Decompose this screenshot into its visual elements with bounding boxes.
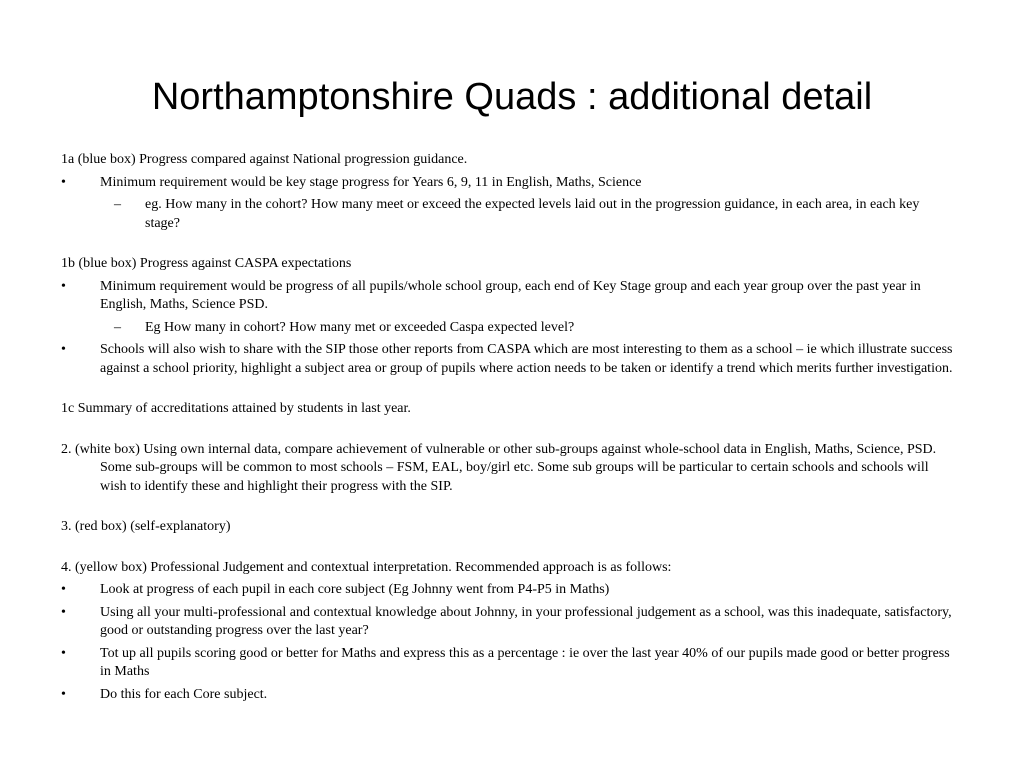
- dash-marker: –: [114, 319, 121, 335]
- sub-item-1a-1: [61, 196, 956, 233]
- bullet-item-4-4: [61, 686, 956, 705]
- sub-item-text: eg. How many in the cohort? How many meet or exceed the expected levels laid out in the progression guidance, in each area, in each key stage?: [145, 197, 920, 231]
- spacer: [61, 500, 956, 518]
- bullet-item-4-2: [61, 604, 956, 641]
- dash-marker: –: [114, 197, 121, 212]
- spacer: [61, 237, 956, 255]
- bullet-marker: •: [61, 686, 66, 702]
- slide-title: Northamptonshire Quads : additional detail: [151, 76, 873, 118]
- bullet-text: Minimum requirement would be key stage progress for Years 6, 9, 11 in English, Maths, Science: [100, 174, 642, 190]
- bullet-text: Schools will also wish to share with the SIP those other reports from CASPA which are most interesting to them as a school – ie which illustrate success against a school priority, highlight a subject area or group of pupils where action needs to be taken or identify a trend which merits further investigation.: [100, 342, 953, 376]
- bullet-item-1b-2: [61, 341, 956, 378]
- paragraph-2: 2. (white box) Using own internal data, compare achievement of vulnerable or other sub-groups against whole-school data in English, Maths, Science, PSD. Some sub-groups will be common to most schools – FSM, EAL, boy/girl etc. Some sub groups will be particular to certain schools and schools will wish to identify these and highlight their progress with the SIP.: [61, 441, 937, 494]
- bullet-text: Tot up all pupils scoring good or better for Maths and express this as a percentage : ie over the last year 40% of our pupils made good or better progress in Maths: [100, 645, 950, 679]
- bullet-marker: •: [61, 582, 66, 597]
- bullet-text: Look at progress of each pupil in each core subject (Eg Johnny went from P4-P5 in Maths): [100, 582, 610, 597]
- bullet-item-4-3: [61, 645, 956, 682]
- bullet-text: Using all your multi-professional and contextual knowledge about Johnny, in your professional judgement as a school, was this inadequate, satisfactory, good or outstanding progress over the last year?: [100, 604, 952, 638]
- sub-item-1b-1: [61, 319, 956, 338]
- spacer: [61, 541, 956, 559]
- bullet-item-4-1: [61, 581, 956, 600]
- bullet-text: Minimum requirement would be progress of all pupils/whole school group, each end of Key Stage group and each year group over the past year in English, Maths, Science PSD.: [100, 278, 921, 312]
- paragraph-1c: 1c Summary of accreditations attained by students in last year.: [61, 401, 411, 416]
- sub-item-text: Eg How many in cohort? How many met or exceeded Caspa expected level?: [145, 319, 575, 335]
- paragraph-1a: 1a (blue box) Progress compared against National progression guidance.: [61, 152, 468, 167]
- bullet-marker: •: [61, 174, 66, 190]
- bullet-marker: •: [61, 604, 66, 620]
- bullet-item-1b-1: [61, 278, 956, 315]
- bullet-marker: •: [61, 645, 66, 661]
- bullet-marker: •: [61, 278, 66, 294]
- paragraph-3: 3. (red box) (self-explanatory): [61, 519, 231, 534]
- spacer: [61, 382, 956, 400]
- bullet-marker: •: [61, 342, 66, 357]
- bullet-item-1a-1: [61, 174, 956, 193]
- paragraph-1b: 1b (blue box) Progress against CASPA expectations: [61, 256, 352, 271]
- bullet-text: Do this for each Core subject.: [100, 686, 268, 702]
- slide-body: [61, 151, 956, 708]
- paragraph-4: 4. (yellow box) Professional Judgement and contextual interpretation. Recommended approach is as follows:: [61, 559, 672, 575]
- spacer: [61, 423, 956, 441]
